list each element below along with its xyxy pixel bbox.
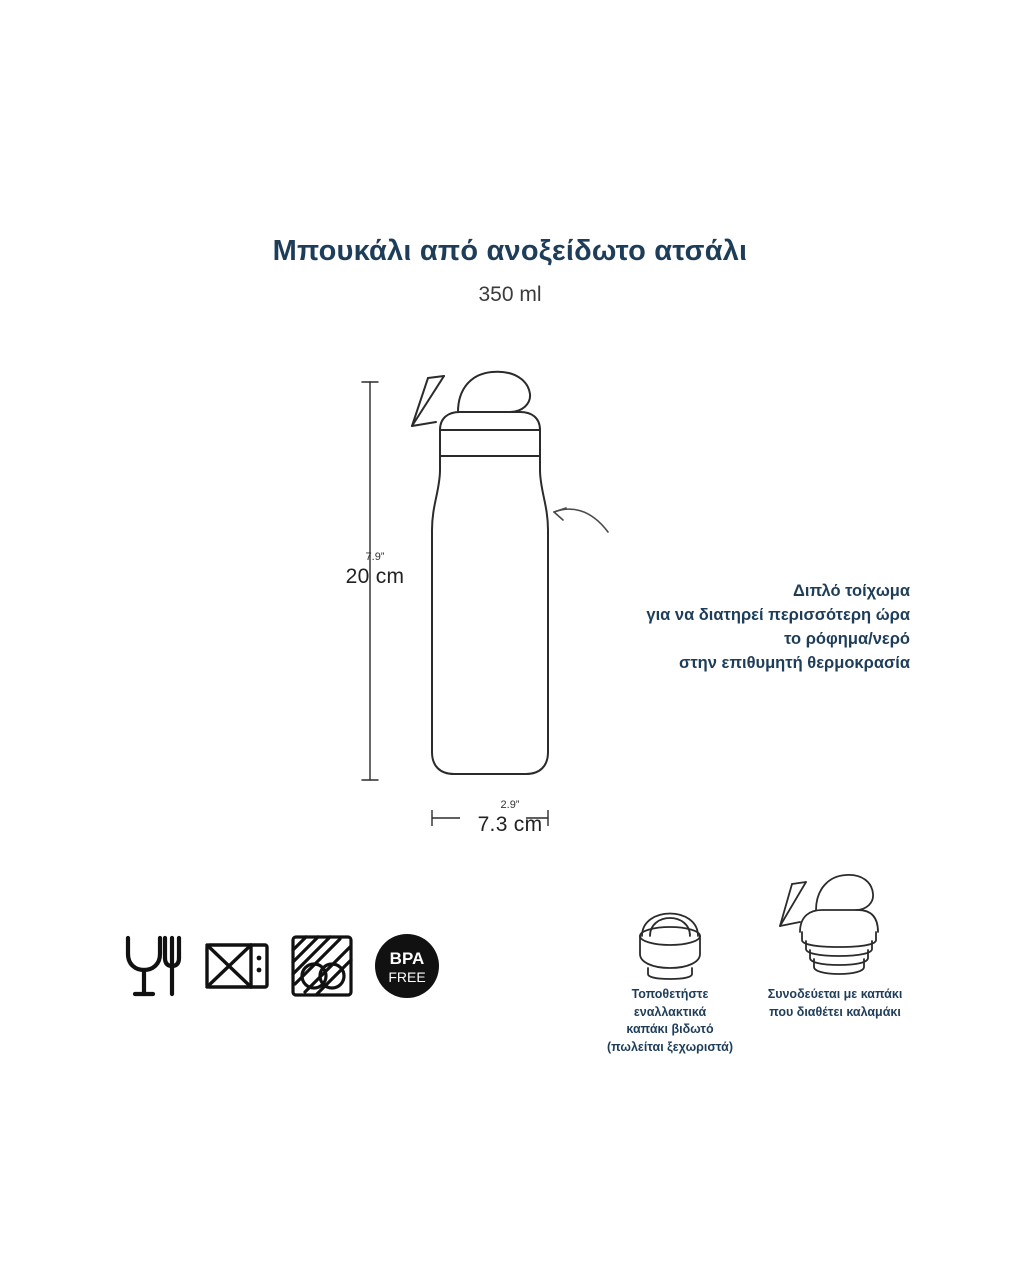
accessory-screw-cap — [590, 880, 750, 1056]
svg-text:BPA: BPA — [389, 949, 425, 968]
callout-line-2: για να διατηρεί περισσότερη ώρα — [646, 605, 910, 624]
screw-cap-caption-line-2: εναλλακτικά — [633, 1004, 707, 1019]
callout-arrow — [554, 508, 608, 532]
straw-cap-illustration — [740, 870, 930, 980]
no-dishwasher-icon — [288, 930, 356, 1002]
screw-cap-caption-line-3: καπάκι βιδωτό — [626, 1022, 714, 1036]
callout-line-1: Διπλό τοίχωμα — [793, 582, 910, 600]
double-wall-callout — [560, 580, 910, 676]
screw-cap-illustration — [590, 880, 750, 980]
accessory-straw-cap — [740, 870, 930, 1021]
page-title: Μπουκάλι από ανοξείδωτο ατσάλι — [272, 235, 748, 267]
straw-cap-caption-line-2: που διαθέτει καλαμάκι — [769, 1004, 901, 1019]
callout-line-4: στην επιθυμητή θερμοκρασία — [679, 653, 910, 672]
food-safe-icon — [118, 930, 186, 1002]
no-microwave-icon — [203, 930, 271, 1002]
bpa-free-icon — [373, 930, 441, 1002]
width-cm: 7.3 cm — [477, 812, 543, 836]
width-dimension-label — [420, 800, 600, 836]
straw-cap-caption — [740, 986, 930, 1021]
page-subtitle: 350 ml — [478, 283, 542, 306]
height-inches: 7.9” — [365, 551, 385, 563]
screw-cap-caption-line-1: Τοποθετήστε — [631, 987, 709, 1001]
width-inches: 2.9” — [500, 799, 520, 811]
screw-cap-caption — [590, 986, 750, 1056]
screw-cap-caption-line-4: (πωλείται ξεχωριστά) — [607, 1039, 733, 1054]
certification-icons — [118, 930, 441, 1002]
height-cm: 20 cm — [345, 564, 405, 588]
height-dimension-label — [330, 552, 420, 588]
svg-text:FREE: FREE — [388, 969, 426, 985]
callout-line-3: το ρόφημα/νερό — [784, 629, 910, 648]
straw-cap-caption-line-1: Συνοδεύεται με καπάκι — [767, 987, 903, 1001]
